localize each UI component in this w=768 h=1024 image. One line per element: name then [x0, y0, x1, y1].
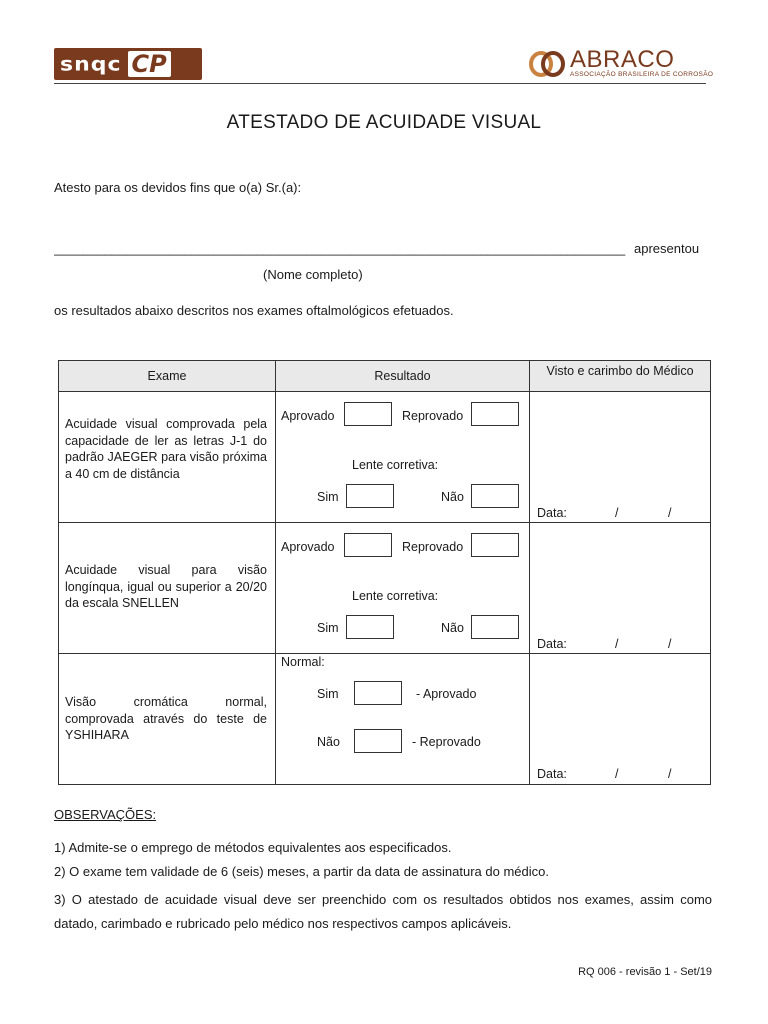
date-slash: / — [615, 767, 619, 781]
data-label: Data: — [537, 506, 567, 520]
visto-cell[interactable] — [530, 654, 711, 785]
nao-label: Não — [441, 621, 464, 635]
reprovado-label: Reprovado — [402, 409, 464, 423]
observacao-item: 1) Admite-se o emprego de métodos equivalentes aos especificados. — [54, 840, 452, 855]
exam-description: Acuidade visual para visão longínqua, igual ou superior a 20/20 da escala SNELLEN — [65, 563, 267, 610]
snqc-logo-text: snqc — [60, 52, 122, 76]
reprovado-checkbox[interactable] — [471, 533, 519, 557]
header-visto: Visto e carimbo do Médico — [530, 361, 711, 392]
lente-sim-checkbox[interactable] — [346, 615, 394, 639]
visao-nao-checkbox[interactable] — [354, 729, 402, 753]
sim-aprovado-label: - Aprovado — [416, 687, 477, 701]
abraco-logo — [528, 46, 714, 80]
visto-cell[interactable] — [530, 523, 711, 654]
date-slash: / — [668, 637, 672, 651]
lente-sim-checkbox[interactable] — [346, 484, 394, 508]
lente-corretiva-label: Lente corretiva: — [352, 458, 439, 472]
result-cell — [276, 392, 530, 523]
observacoes-title: OBSERVAÇÕES: — [54, 807, 157, 822]
normal-label: Normal: — [281, 655, 325, 669]
table-row — [59, 654, 711, 785]
header-resultado: Resultado — [276, 361, 530, 392]
cp-logo-text: CP — [128, 51, 171, 77]
abraco-rings-icon — [528, 49, 570, 79]
lente-nao-checkbox[interactable] — [471, 615, 519, 639]
reprovado-label: Reprovado — [402, 540, 464, 554]
nao-label: Não — [441, 490, 464, 504]
aprovado-checkbox[interactable] — [344, 402, 392, 426]
lente-nao-checkbox[interactable] — [471, 484, 519, 508]
observacao-item: 3) O atestado de acuidade visual deve ser preenchido com os resultados obtidos nos exames, assim como datado, carimbado e rubricado pelo médico nos respectivos campos aplicáveis. — [54, 892, 712, 931]
reprovado-checkbox[interactable] — [471, 402, 519, 426]
header-exame: Exame — [59, 361, 276, 392]
apresentou-text: apresentou — [634, 241, 700, 256]
visao-sim-checkbox[interactable] — [354, 681, 402, 705]
aprovado-label: Aprovado — [281, 540, 335, 554]
visto-cell[interactable] — [530, 392, 711, 523]
aprovado-label: Aprovado — [281, 409, 335, 423]
date-slash: / — [615, 506, 619, 520]
sim-label: Sim — [317, 687, 339, 701]
nao-reprovado-label: - Reprovado — [412, 735, 481, 749]
data-label: Data: — [537, 637, 567, 651]
abraco-name: ABRACO — [570, 46, 675, 73]
date-slash: / — [668, 767, 672, 781]
sim-label: Sim — [317, 490, 339, 504]
exam-description: Visão cromática normal, comprovada através do teste de YSHIHARA — [65, 695, 267, 742]
exam-cell — [59, 654, 276, 785]
aprovado-checkbox[interactable] — [344, 533, 392, 557]
lente-corretiva-label: Lente corretiva: — [352, 589, 439, 603]
name-caption: (Nome completo) — [263, 267, 363, 282]
date-slash: / — [668, 506, 672, 520]
table-row — [59, 392, 711, 523]
intro-text: Atesto para os devidos fins que o(a) Sr.(a): — [54, 180, 302, 195]
nao-label: Não — [317, 735, 340, 749]
name-blank-line: _______________________________________________________________________________ — [54, 241, 626, 256]
exam-cell — [59, 392, 276, 523]
date-slash: / — [615, 637, 619, 651]
header-divider — [54, 83, 706, 84]
observacao-item: 2) O exame tem validade de 6 (seis) meses, a partir da data de assinatura do médico. — [54, 864, 549, 879]
result-cell — [276, 654, 530, 785]
results-text: os resultados abaixo descritos nos exames oftalmológicos efetuados. — [54, 303, 454, 318]
sim-label: Sim — [317, 621, 339, 635]
exam-description: Acuidade visual comprovada pela capacidade de ler as letras J-1 do padrão JAEGER para visão próxima a 40 cm de distância — [65, 417, 267, 481]
document-title: ATESTADO DE ACUIDADE VISUAL — [226, 112, 542, 133]
exam-cell — [59, 523, 276, 654]
document-code: RQ 006 - revisão 1 - Set/19 — [578, 966, 712, 978]
exam-table — [58, 360, 711, 785]
snqc-cp-logo — [54, 48, 202, 80]
data-label: Data: — [537, 767, 567, 781]
table-row — [59, 523, 711, 654]
result-cell — [276, 523, 530, 654]
abraco-subtitle: ASSOCIAÇÃO BRASILEIRA DE CORROSÃO — [570, 71, 714, 78]
